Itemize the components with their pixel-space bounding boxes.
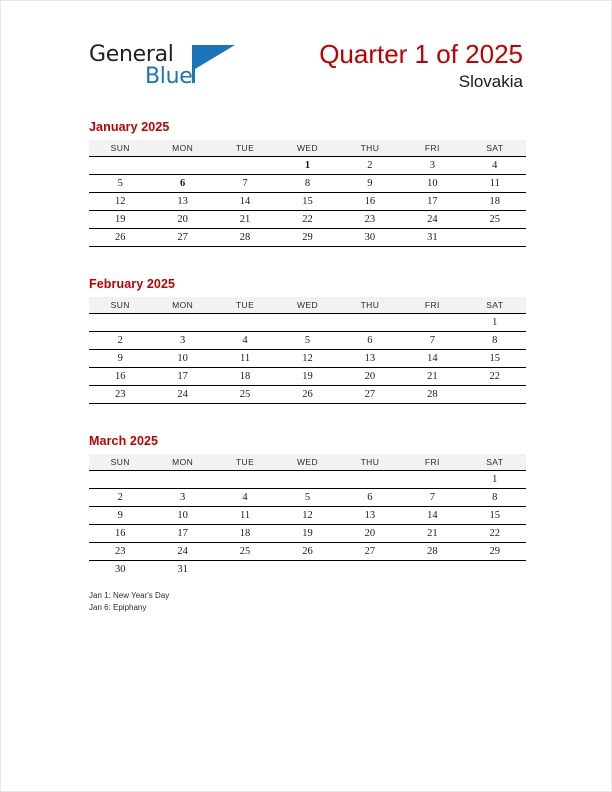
calendar-day-cell[interactable]: 5 [276, 332, 338, 350]
weekday-header-wed: WED [276, 297, 338, 314]
calendar-week-row [89, 314, 526, 332]
month-label: February 2025 [89, 277, 176, 291]
calendar-day-cell[interactable]: 14 [401, 350, 463, 368]
calendar-day-cell[interactable]: 30 [339, 229, 401, 247]
calendar-day-cell[interactable]: 4 [214, 332, 276, 350]
page-title: Quarter 1 of 2025 [319, 39, 523, 69]
calendar-day-cell[interactable]: 10 [401, 175, 463, 193]
calendar-cell-empty [464, 229, 526, 247]
calendar-week-row [89, 543, 526, 561]
weekday-header-tue: TUE [214, 454, 276, 471]
calendar-day-cell[interactable]: 3 [401, 157, 463, 175]
calendar-day-cell[interactable]: 18 [214, 368, 276, 386]
weekday-header-fri: FRI [401, 140, 463, 157]
calendar-day-cell[interactable]: 4 [464, 157, 526, 175]
calendar-week-row [89, 332, 526, 350]
weekday-header-fri: FRI [401, 454, 463, 471]
calendar-table [89, 453, 526, 578]
calendar-day-cell[interactable]: 24 [151, 543, 213, 561]
calendar-cell-empty [214, 471, 276, 489]
calendar-day-cell[interactable]: 22 [276, 211, 338, 229]
calendar-day-cell[interactable]: 15 [276, 193, 338, 211]
calendar-day-cell[interactable]: 7 [214, 175, 276, 193]
calendar-day-cell[interactable]: 31 [151, 561, 213, 579]
calendar-cell-empty [401, 314, 463, 332]
calendar-cell-empty [214, 561, 276, 579]
calendar-cell-empty [339, 561, 401, 579]
calendar-day-cell[interactable]: 8 [464, 489, 526, 507]
calendar-day-cell[interactable]: 19 [89, 211, 151, 229]
calendar-week-row [89, 211, 526, 229]
calendar-day-cell[interactable]: 25 [464, 211, 526, 229]
calendar-cell-empty [89, 157, 151, 175]
calendar-day-cell[interactable]: 16 [89, 525, 151, 543]
weekday-header-thu: THU [339, 297, 401, 314]
weekday-header-wed: WED [276, 140, 338, 157]
calendar-day-cell[interactable]: 26 [89, 229, 151, 247]
calendar-week-row [89, 350, 526, 368]
calendar-day-cell[interactable]: 29 [276, 229, 338, 247]
calendar-day-cell[interactable]: 27 [151, 229, 213, 247]
calendar-day-cell[interactable]: 31 [401, 229, 463, 247]
calendar-day-cell[interactable]: 9 [89, 507, 151, 525]
calendar-day-cell[interactable]: 15 [464, 350, 526, 368]
calendar-day-cell[interactable]: 8 [276, 175, 338, 193]
calendar-day-cell[interactable]: 9 [339, 175, 401, 193]
calendar-day-cell[interactable]: 18 [464, 193, 526, 211]
calendar-day-cell[interactable]: 16 [339, 193, 401, 211]
calendar-day-cell[interactable]: 10 [151, 350, 213, 368]
calendar-day-cell[interactable]: 6 [151, 175, 213, 193]
weekday-header-mon: MON [151, 297, 213, 314]
calendar-day-cell[interactable]: 2 [89, 489, 151, 507]
weekday-header-row [89, 140, 526, 157]
calendar-day-cell[interactable]: 20 [151, 211, 213, 229]
calendar-cell-empty [276, 561, 338, 579]
weekday-header-sat: SAT [464, 297, 526, 314]
calendar-cell-empty [89, 314, 151, 332]
calendar-cell-empty [151, 314, 213, 332]
calendar-day-cell[interactable]: 14 [214, 193, 276, 211]
calendar-day-cell[interactable]: 5 [89, 175, 151, 193]
weekday-header-mon: MON [151, 454, 213, 471]
calendar-day-cell[interactable]: 8 [464, 332, 526, 350]
calendar-day-cell[interactable]: 26 [276, 386, 338, 404]
calendar-day-cell[interactable]: 2 [339, 157, 401, 175]
calendar-cell-empty [214, 314, 276, 332]
weekday-header-row [89, 454, 526, 471]
calendar-day-cell[interactable]: 28 [401, 386, 463, 404]
month-block-march [89, 434, 526, 578]
calendar-day-cell[interactable]: 4 [214, 489, 276, 507]
calendar-day-cell[interactable]: 27 [339, 543, 401, 561]
calendar-day-cell[interactable]: 12 [276, 350, 338, 368]
calendar-day-cell[interactable]: 24 [401, 211, 463, 229]
calendar-day-cell[interactable]: 10 [151, 507, 213, 525]
calendar-day-cell[interactable]: 16 [89, 368, 151, 386]
holiday-notes [89, 590, 489, 613]
calendar-day-cell[interactable]: 11 [214, 507, 276, 525]
calendar-day-cell[interactable]: 20 [339, 525, 401, 543]
calendar-day-cell[interactable]: 21 [401, 368, 463, 386]
calendar-day-cell[interactable]: 17 [151, 368, 213, 386]
calendar-cell-empty [151, 157, 213, 175]
calendar-cell-empty [89, 471, 151, 489]
calendar-day-cell[interactable]: 18 [214, 525, 276, 543]
calendar-day-cell[interactable]: 27 [339, 386, 401, 404]
calendar-day-cell[interactable]: 13 [151, 193, 213, 211]
month-label: March 2025 [89, 434, 159, 448]
general-blue-logo [89, 39, 289, 97]
calendar-day-cell[interactable]: 11 [214, 350, 276, 368]
calendar-day-cell[interactable]: 3 [151, 489, 213, 507]
calendar-day-cell[interactable]: 22 [464, 525, 526, 543]
weekday-header-mon: MON [151, 140, 213, 157]
calendar-cell-empty [151, 471, 213, 489]
calendar-week-row [89, 525, 526, 543]
calendar-day-cell[interactable]: 13 [339, 350, 401, 368]
calendar-day-cell[interactable]: 5 [276, 489, 338, 507]
calendar-cell-empty [464, 386, 526, 404]
calendar-day-cell[interactable]: 28 [214, 229, 276, 247]
calendar-day-cell[interactable]: 11 [464, 175, 526, 193]
weekday-header-wed: WED [276, 454, 338, 471]
weekday-header-sat: SAT [464, 454, 526, 471]
month-block-february [89, 277, 526, 404]
weekday-header-thu: THU [339, 140, 401, 157]
calendar-table [89, 139, 526, 247]
calendar-day-cell[interactable]: 19 [276, 525, 338, 543]
calendar-day-cell[interactable]: 19 [276, 368, 338, 386]
logo-text-general: General [89, 42, 174, 67]
calendar-day-cell[interactable]: 28 [401, 543, 463, 561]
weekday-header-tue: TUE [214, 140, 276, 157]
month-block-january [89, 120, 526, 247]
calendar-day-cell[interactable]: 22 [464, 368, 526, 386]
calendar-day-cell[interactable]: 1 [464, 314, 526, 332]
calendar-week-row [89, 471, 526, 489]
calendar-day-cell[interactable]: 12 [276, 507, 338, 525]
calendar-day-cell[interactable]: 25 [214, 386, 276, 404]
calendar-cell-empty [339, 314, 401, 332]
calendar-day-cell[interactable]: 25 [214, 543, 276, 561]
calendar-day-cell[interactable]: 12 [89, 193, 151, 211]
calendar-cell-empty [276, 471, 338, 489]
calendar-day-cell[interactable]: 3 [151, 332, 213, 350]
month-label: January 2025 [89, 120, 170, 134]
calendar-week-row [89, 175, 526, 193]
logo-text-blue: Blue [145, 64, 193, 89]
calendar-day-cell[interactable]: 14 [401, 507, 463, 525]
calendar-day-cell[interactable]: 30 [89, 561, 151, 579]
calendar-day-cell[interactable]: 7 [401, 489, 463, 507]
calendar-day-cell[interactable]: 23 [339, 211, 401, 229]
calendar-week-row [89, 561, 526, 579]
weekday-header-tue: TUE [214, 297, 276, 314]
calendar-week-row [89, 368, 526, 386]
calendar-cell-empty [401, 561, 463, 579]
calendar-cell-empty [339, 471, 401, 489]
calendar-week-row [89, 489, 526, 507]
weekday-header-row [89, 297, 526, 314]
calendar-day-cell[interactable]: 1 [464, 471, 526, 489]
weekday-header-sun: SUN [89, 140, 151, 157]
calendar-day-cell[interactable]: 20 [339, 368, 401, 386]
weekday-header-sun: SUN [89, 297, 151, 314]
calendar-day-cell[interactable]: 15 [464, 507, 526, 525]
calendar-table [89, 296, 526, 404]
calendar-day-cell[interactable]: 26 [276, 543, 338, 561]
calendar-day-cell[interactable]: 6 [339, 489, 401, 507]
calendar-day-cell[interactable]: 1 [276, 157, 338, 175]
calendar-cell-empty [214, 157, 276, 175]
calendar-day-cell[interactable]: 21 [401, 525, 463, 543]
country-subtitle: Slovakia [458, 72, 523, 91]
calendar-day-cell[interactable]: 17 [151, 525, 213, 543]
calendar-day-cell[interactable]: 7 [401, 332, 463, 350]
weekday-header-fri: FRI [401, 297, 463, 314]
calendar-day-cell[interactable]: 29 [464, 543, 526, 561]
calendar-day-cell[interactable]: 23 [89, 386, 151, 404]
calendar-week-row [89, 386, 526, 404]
weekday-header-thu: THU [339, 454, 401, 471]
holiday-note-line: Jan 6: Epiphany [89, 602, 147, 612]
weekday-header-sun: SUN [89, 454, 151, 471]
triangle-flag-icon [195, 45, 235, 69]
calendar-cell-empty [276, 314, 338, 332]
title-block [319, 39, 523, 93]
calendar-week-row [89, 157, 526, 175]
calendar-week-row [89, 193, 526, 211]
calendar-week-row [89, 229, 526, 247]
holiday-note-line: Jan 1: New Year's Day [89, 591, 170, 600]
calendar-day-cell[interactable]: 17 [401, 193, 463, 211]
calendar-day-cell[interactable]: 13 [339, 507, 401, 525]
calendar-day-cell[interactable]: 6 [339, 332, 401, 350]
calendar-cell-empty [401, 471, 463, 489]
calendar-day-cell[interactable]: 2 [89, 332, 151, 350]
calendar-day-cell[interactable]: 23 [89, 543, 151, 561]
calendar-day-cell[interactable]: 21 [214, 211, 276, 229]
weekday-header-sat: SAT [464, 140, 526, 157]
calendar-day-cell[interactable]: 9 [89, 350, 151, 368]
calendar-cell-empty [464, 561, 526, 579]
calendar-week-row [89, 507, 526, 525]
page-header [89, 39, 523, 101]
calendar-day-cell[interactable]: 24 [151, 386, 213, 404]
